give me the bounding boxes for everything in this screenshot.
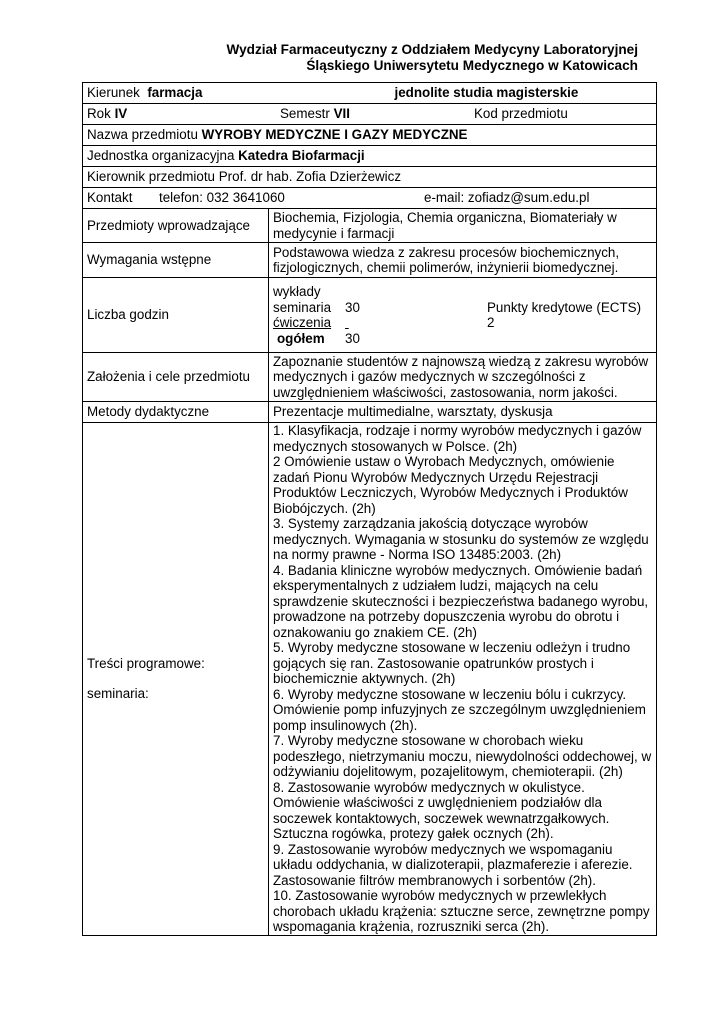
topic-list-item: 2 Omówienie ustaw o Wyrobach Medycznych, omówienie zadań Pionu Wyrobów Medycznych Urzędu Rejestracji Produktów Leczniczych, Wyrobów Medycznych i Produktów Biobójczych. (2h) (273, 454, 628, 516)
topic-list-item: 4. Badania kliniczne wyrobów medycznych. Omówienie badań eksperymentalnych z udziałem ludzi, mających na celu sprawdzenie skuteczności i bezpieczeństwa badanego wyrobu, prowadzone na potrzeby dopuszczenia wyrobu do obrotu i oznakowaniu go znakiem CE. (2h) (273, 562, 649, 640)
przedmioty-value: Biochemia, Fizjologia, Chemia organiczna, Biomateriały w medycynie i farmacji (269, 209, 657, 243)
faculty-name: Wydział Farmaceutyczny z Oddziałem Medycyny Laboratoryjnej (226, 42, 638, 57)
row-metody (83, 402, 657, 423)
semestr-group (280, 106, 350, 122)
document-header (227, 42, 638, 73)
semestr-label: Semestr (280, 106, 330, 121)
kontakt-label: Kontakt (87, 190, 133, 206)
ogolem-label: ogółem (277, 330, 325, 346)
jednostka-label: Jednostka organizacyjna (87, 148, 235, 164)
row-jednostka (83, 146, 657, 167)
seminaria-hours: 30 (345, 299, 360, 315)
topic-list-item: 3. Systemy zarządzania jakością dotyczące wyrobów medycznych. Wymagania w stosunku do systemów ze względu na normy prawne - Norma ISO 13485:2003. (2h) (273, 516, 649, 562)
topic-list-item: 1. Klasyfikacja, rodzaje i normy wyrobów medycznych i gazów medycznych stosowanych w Polsce. (2h) (273, 423, 642, 454)
kierownik-text: Kierownik przedmiotu Prof. dr hab. Zofia Dzierżewicz (83, 167, 657, 188)
godziny-label: Liczba godzin (83, 278, 269, 353)
kontakt-telefon: telefon: 032 3641060 (159, 190, 285, 205)
syllabus-table (82, 82, 657, 936)
row-liczba-godzin (83, 278, 657, 353)
kierunek-value: farmacja (147, 85, 203, 101)
row-wymagania (83, 243, 657, 278)
przedmioty-label: Przedmioty wprowadzające (83, 209, 269, 243)
row-zalozenia (83, 353, 657, 402)
rok-value: IV (114, 106, 128, 122)
university-name: Śląskiego Uniwersytetu Medycznego w Katowicach (306, 57, 638, 73)
topics-cell (269, 423, 657, 936)
nazwa-value: WYROBY MEDYCZNE I GAZY MEDYCZNE (201, 127, 468, 143)
studia-type: jednolite studia magisterskie (394, 85, 579, 101)
row-kierunek (83, 83, 657, 104)
wymagania-label: Wymagania wstępne (83, 243, 269, 278)
hours-grid (273, 284, 652, 346)
row-kontakt (83, 188, 657, 209)
tresci-label: Treści programowe: (87, 655, 205, 671)
topic-list-item: 6. Wyroby medyczne stosowane w leczeniu bólu i cukrzycy. Omówienie pomp infuzyjnych ze szczególnym uwzględnieniem pomp insulinowych (2h). (273, 686, 646, 733)
topic-list-item: 9. Zastosowanie wyrobów medycznych we wspomaganiu układu oddychania, w dializoterapii, plazmaferezie i aferezie. Zastosowanie filtrów membranowych i sorbentów (2h). (273, 841, 633, 888)
cwiczenia-label: ćwiczenia (273, 315, 332, 330)
tresci-sublabel: seminaria: (87, 686, 149, 702)
jednostka-value: Katedra Biofarmacji (238, 148, 365, 164)
metody-label: Metody dydaktyczne (83, 402, 269, 423)
nazwa-label: Nazwa przedmiotu (87, 127, 198, 143)
kontakt-email: e-mail: zofiadz@sum.edu.pl (424, 190, 590, 205)
topic-list-item: 5. Wyroby medyczne stosowane w leczeniu odleżyn i trudno gojących się ran. Zastosowanie opatrunków prostych i biochemicznie aktywnych. (2h) (273, 640, 631, 686)
topic-list-item: 7. Wyroby medyczne stosowane w chorobach wieku podeszłego, nietrzymaniu moczu, niewydolności oddechowej, w odżywianiu dojelitowym, pozajelitowym, chemioterapii. (2h) (273, 733, 652, 779)
ogolem-hours: 30 (345, 330, 360, 346)
wymagania-value: Podstawowa wiedza z zakresu procesów biochemicznych, fizjologicznych, chemii polimerów, inżynierii biomedycznej. (269, 243, 657, 278)
cwiczenia-hours (345, 315, 371, 331)
ects-label: Punkty kredytowe (ECTS) (487, 299, 642, 315)
topic-list-item: 10. Zastosowanie wyrobów medycznych w przewlekłych chorobach układu krążenia: sztuczne serce, zewnętrzne pompy wspomagania krążenia, rozruszniki serca (2h). (273, 888, 650, 934)
topic-list-item: 8. Zastosowanie wyrobów medycznych w okulistyce. Omówienie właściwości z uwględnieniem podziałów dla soczewek kontaktowych, soczewek wewnatrzgałkowych. Sztuczna rogówka, protezy gałek ocznych (2h). (273, 779, 610, 841)
row-tresci (83, 423, 657, 936)
row-przedmioty-wprowadzajace (83, 209, 657, 243)
kierunek-label: Kierunek (87, 85, 140, 101)
seminaria-label: seminaria (273, 299, 332, 315)
zalozenia-value: Zapoznanie studentów z najnowszą wiedzą z zakresu wyrobów medycznych i gazów medycznych w szczególności z uwzględnieniem właściwości, zastosowania, norm jakości. (269, 353, 657, 402)
zalozenia-label: Założenia i cele przedmiotu (83, 353, 269, 402)
metody-value: Prezentacje multimedialne, warsztaty, dyskusja (269, 402, 657, 423)
wyklady-label: wykłady (273, 284, 321, 299)
kod-przedmiotu-label: Kod przedmiotu (474, 106, 568, 121)
row-kierownik (83, 167, 657, 188)
ects-value: 2 (487, 315, 495, 330)
row-nazwa (83, 125, 657, 146)
row-rok (83, 104, 657, 125)
rok-label: Rok (87, 106, 111, 122)
semestr-value: VII (333, 106, 350, 121)
